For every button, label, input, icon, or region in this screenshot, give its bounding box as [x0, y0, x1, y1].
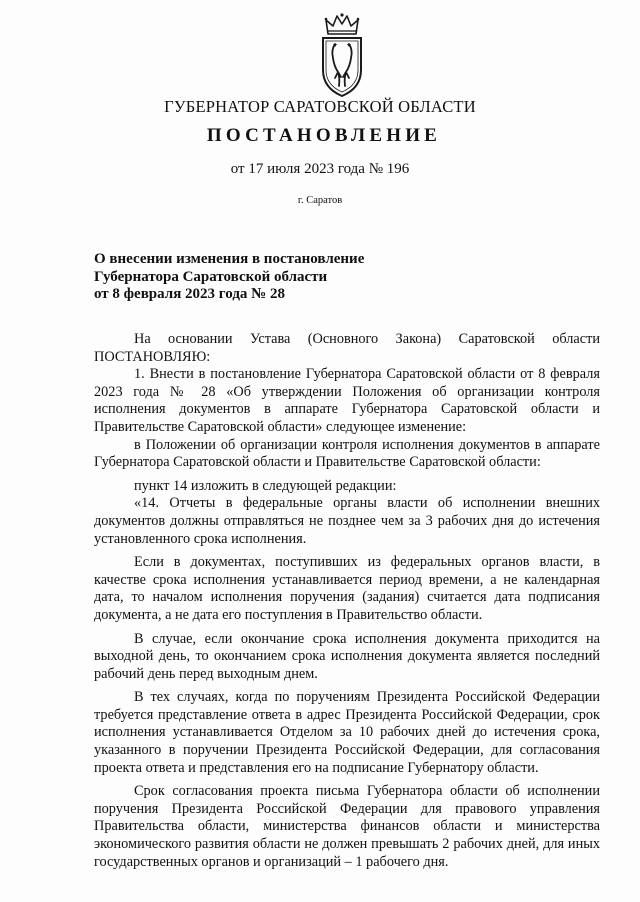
subject-line: от 8 февраля 2023 года № 28: [94, 286, 285, 302]
point-14-paragraph: Если в документах, поступивших из федеральных органов власти, в качестве срока исполнения устанавливается период времени, а не календарная дата, то началом исполнения поручения (задания) считается дата подписания документа, а не дата его поступления в Правительство области.: [94, 554, 600, 623]
point-14-paragraph: В случае, если окончание срока исполнения документа приходится на выходной день, то окончанием срока исполнения документа является последний рабочий день перед выходным днем.: [94, 630, 600, 682]
document-subject: [94, 251, 364, 304]
item-1-point: пункт 14 изложить в следующей редакции:: [134, 477, 397, 494]
point-14-paragraph: В тех случаях, когда по поручениям Президента Российской Федерации требуется представление ответа в адрес Президента Российской Федерации, срок исполнения устанавливается Отделом за 10 рабочих дней до истечения срока, указанного в поручении Президента Российской Федерации, для согласования проекта ответа и представления его на подписание Губернатору области.: [94, 689, 600, 776]
document-body: [94, 331, 600, 871]
intro-paragraph: На основании Устава (Основного Закона) Саратовской области ПОСТАНОВЛЯЮ:: [94, 331, 600, 365]
subject-line: О внесении изменения в постановление: [94, 251, 365, 267]
item-1-subparagraph: в Положении об организации контроля исполнения документов в аппарате Губернатора Саратовской области и Правительстве Саратовской области:: [94, 436, 600, 471]
point-14-paragraph: Срок согласования проекта письма Губернатора области об исполнении поручения Президента Российской Федерации для правового управления Правительства области, министерства финансов области и министерства экономического развития области не должен превышать 2 рабочих дней, для иных государственных органов и организаций – 1 рабочего дня.: [94, 783, 600, 870]
document-type-title: ПОСТАНОВЛЕНИЕ: [206, 125, 442, 146]
document-city: г. Саратов: [297, 195, 343, 206]
saratov-coat-of-arms-icon: [316, 12, 368, 98]
point-14-paragraph: «14. Отчеты в федеральные органы власти об исполнении внешних документов должны отправляться не позднее чем за 3 рабочих дня до истечения установленного срока исполнения.: [94, 495, 600, 547]
document-date-number: от 17 июля 2023 года № 196: [230, 161, 410, 177]
issuing-authority: ГУБЕРНАТОР САРАТОВСКОЙ ОБЛАСТИ: [164, 97, 476, 116]
item-1-paragraph: 1. Внести в постановление Губернатора Саратовской области от 8 февраля 2023 года № 28 «Об утверждении Положения об организации контроля исполнения документов в аппарате Губернатора Саратовской области и Правительстве Саратовской области» следующее изменение:: [94, 366, 600, 435]
subject-line: Губернатора Саратовской области: [94, 268, 328, 285]
